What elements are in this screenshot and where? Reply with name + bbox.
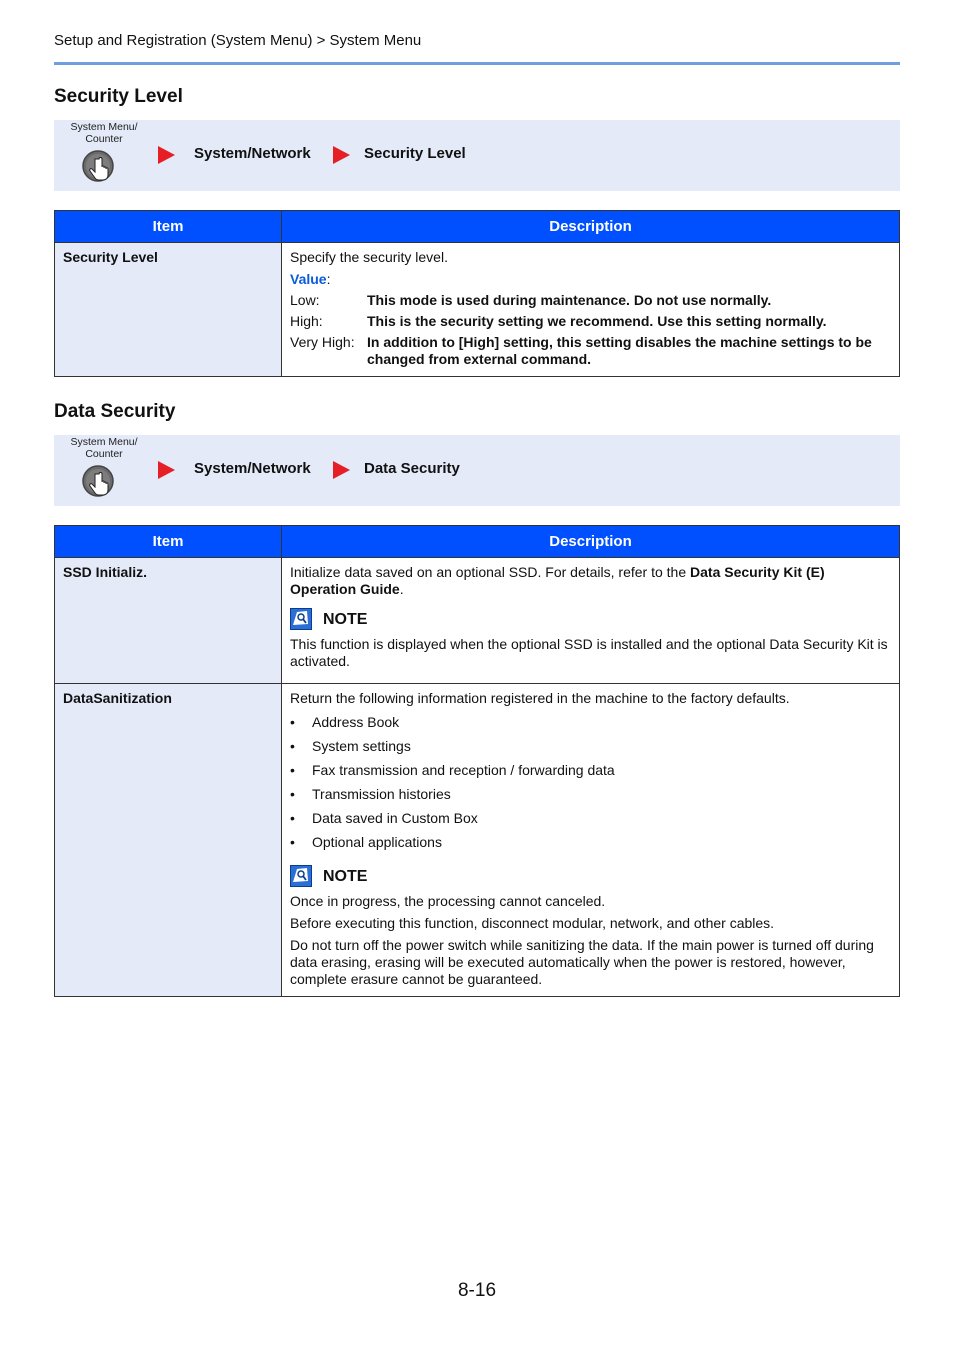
description-text: Specify the security level. <box>290 249 448 265</box>
bullet-list <box>290 713 891 851</box>
nav-path-security-level <box>54 120 900 191</box>
list-item-text: Transmission histories <box>312 786 451 802</box>
nav-arrow-icon <box>333 461 350 479</box>
value-option-low <box>290 292 891 309</box>
column-header-item: Item <box>55 526 282 558</box>
row-description <box>282 558 900 684</box>
list-item: • Optional applications <box>290 834 442 850</box>
value-key: Very High: <box>290 334 355 350</box>
value-heading: Value: <box>290 271 331 287</box>
list-item-text: Fax transmission and reception / forwarding data <box>312 762 615 778</box>
list-item-text: Data saved in Custom Box <box>312 810 478 826</box>
row-item-datasanitization: DataSanitization <box>55 684 282 997</box>
data-security-table <box>54 525 900 997</box>
list-item: • Address Book <box>290 714 400 730</box>
system-menu-button-label: System Menu/ Counter <box>70 121 138 145</box>
value-option-high <box>290 313 891 330</box>
note-title: NOTE <box>323 610 368 628</box>
column-header-description: Description <box>282 526 900 558</box>
hand-pointer-icon[interactable] <box>80 465 116 501</box>
list-item: • Transmission histories <box>290 786 451 802</box>
description-text <box>290 564 891 598</box>
value-key: High: <box>290 313 323 329</box>
note-text: Do not turn off the power switch while sanitizing the data. If the main power is turned off during data erasing, erasing will be executed automatically when the power is restored, however, complete erasure cannot be guaranteed. <box>290 937 874 987</box>
note-text: Before executing this function, disconnect modular, network, and other cables. <box>290 915 775 931</box>
nav-step-data-security: Data Security <box>364 460 460 477</box>
value-description: In addition to [High] setting, this setting disables the machine settings to be changed from external command. <box>367 334 872 367</box>
note-icon <box>290 608 312 630</box>
section-title-security-level: Security Level <box>54 86 183 107</box>
list-item: • Fax transmission and reception / forwarding data <box>290 762 615 778</box>
breadcrumb: Setup and Registration (System Menu) > System Menu <box>54 32 422 49</box>
nav-step-system-network: System/Network <box>194 145 311 162</box>
note-heading <box>290 865 891 887</box>
note-heading <box>290 608 891 630</box>
column-header-item: Item <box>55 211 282 243</box>
nav-arrow-icon <box>158 461 175 479</box>
list-item: • Data saved in Custom Box <box>290 810 478 826</box>
nav-arrow-icon <box>333 146 350 164</box>
row-description <box>282 243 900 377</box>
value-option-very-high <box>290 334 891 368</box>
value-description: This mode is used during maintenance. Do not use normally. <box>367 292 772 308</box>
column-header-description: Description <box>282 211 900 243</box>
guide-reference: Data Security Kit (E) Operation Guide <box>290 564 825 597</box>
list-item-text: Optional applications <box>312 834 442 850</box>
list-item: • System settings <box>290 738 411 754</box>
note-icon <box>290 865 312 887</box>
hand-pointer-icon[interactable] <box>80 150 116 186</box>
value-key: Low: <box>290 292 320 308</box>
system-menu-button-label: System Menu/ Counter <box>70 436 138 460</box>
row-item-security-level: Security Level <box>55 243 282 377</box>
table-row <box>55 243 900 377</box>
table-row <box>55 558 900 684</box>
note-text: This function is displayed when the optional SSD is installed and the optional Data Security Kit is activated. <box>290 636 888 669</box>
list-item-text: System settings <box>312 738 411 754</box>
row-item-ssd-initializ: SSD Initializ. <box>55 558 282 684</box>
description-text-start: Initialize data saved on an optional SSD. For details, refer to the <box>290 564 691 580</box>
table-row <box>55 684 900 997</box>
description-text: Return the following information registered in the machine to the factory defaults. <box>290 690 790 706</box>
row-description <box>282 684 900 997</box>
note-title: NOTE <box>323 867 368 885</box>
nav-step-security-level: Security Level <box>364 145 466 162</box>
list-item-text: Address Book <box>312 714 400 730</box>
value-description: This is the security setting we recommend. Use this setting normally. <box>367 313 827 329</box>
section-title-data-security: Data Security <box>54 401 176 422</box>
nav-path-data-security <box>54 435 900 506</box>
value-label: Value <box>290 271 327 287</box>
nav-step-system-network: System/Network <box>194 460 311 477</box>
header-divider <box>54 62 900 65</box>
note-text: Once in progress, the processing cannot canceled. <box>290 893 606 909</box>
nav-arrow-icon <box>158 146 175 164</box>
security-level-table <box>54 210 900 377</box>
description-text-end: . <box>399 581 404 597</box>
page-number: 8-16 <box>457 1280 497 1301</box>
